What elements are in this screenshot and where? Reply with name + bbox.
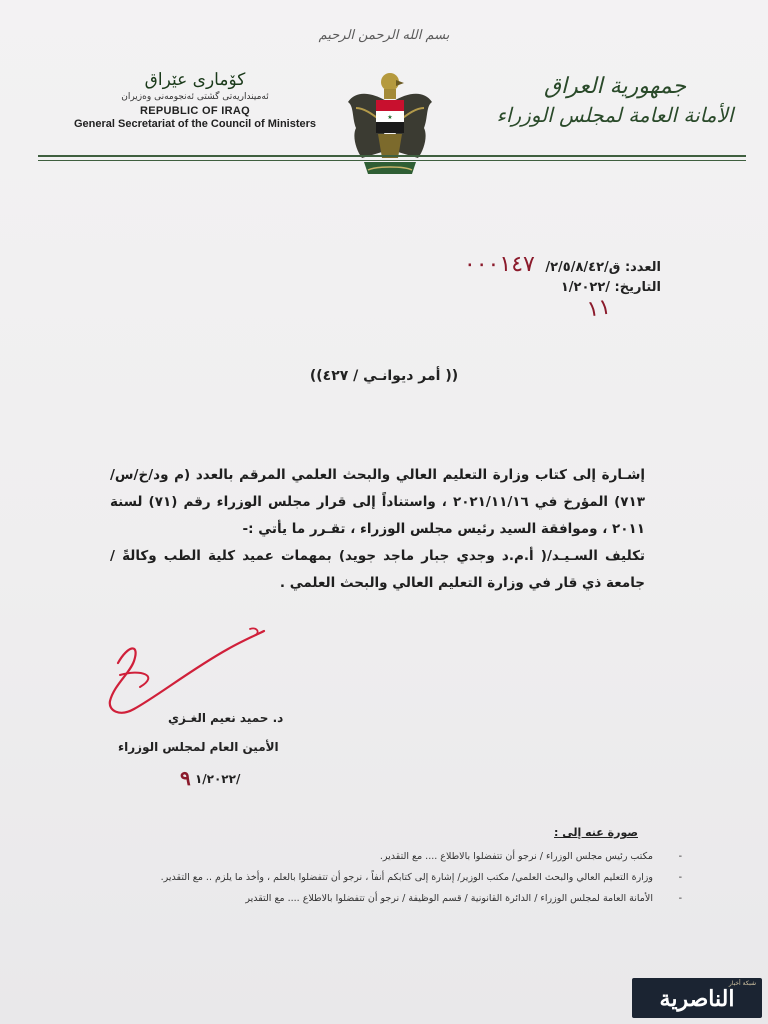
header-divider-thick [38, 155, 746, 157]
handwritten-signature [100, 625, 270, 725]
arabic-title: جمهورية العراق [543, 74, 687, 99]
copies-bullet: - [678, 893, 682, 904]
reference-date-handwritten-day: ١١ [585, 294, 613, 323]
watermark-small-text: شبكة أخبار [728, 980, 756, 987]
watermark-big-text: الناصرية [659, 986, 735, 1012]
reference-date-value: /١/٢٠٢٢ [560, 280, 610, 295]
copies-item-text: وزارة التعليم العالي والبحث العلمي/ مكتب الوزير/ إشارة إلى كتابكم أنفاً ، نرجو أن تتفضلوا بالعلم ، وأخذ ما يلزم .. مع التقدير. [160, 872, 653, 883]
signer-title: الأمين العام لمجلس الوزراء [118, 740, 279, 754]
signature-date-value: /١/٢٠٢٢ [194, 772, 241, 786]
reference-number [464, 252, 661, 277]
copies-bullet: - [678, 851, 682, 862]
reference-number-label: العدد: [624, 260, 661, 275]
copies-item-text: الأمانة العامة لمجلس الوزراء / الدائرة القانونية / قسم الوظيفة / نرجو أن تتفضلوا بالاطلاع .... مع التقدير [245, 893, 653, 904]
arabic-subtitle: الأمانة العامة لمجلس الوزراء [496, 103, 734, 127]
copies-item-text: مكتب رئيس مجلس الوزراء / نرجو أن تتفضلوا بالاطلاع .... مع التقدير. [379, 851, 653, 862]
kurdish-title: كۆماری عێراق [144, 70, 246, 90]
reference-number-value: ق/٢/٥/٨/٤٢/ [545, 260, 621, 275]
body-paragraph-reference: إشـارة إلى كتاب وزارة التعليم العالي والبحث العلمي المرقم بالعدد (م ود/خ/س/٧١٣) المؤرخ في ٢٠٢١/١١/١٦ ، واستناداً إلى قرار مجلس الوزراء رقم (٧١) لسنة ٢٠١١ ، وموافقة السيد رئيس مجلس الوزراء ، تقـرر ما يأتي :- [110, 467, 645, 537]
header-divider-thin [38, 160, 746, 161]
svg-text:★: ★ [387, 114, 393, 121]
reference-date-label: التاريخ: [614, 280, 661, 295]
english-title: REPUBLIC OF IRAQ [140, 105, 250, 117]
order-title: (( أمر ديوانـي / ٤٢٧)) [309, 368, 459, 384]
copies-list [62, 846, 682, 909]
copies-title: صورة عنه إلى : [554, 826, 638, 839]
reference-date [561, 280, 661, 295]
news-watermark-logo [632, 978, 762, 1018]
copies-list-item [62, 867, 682, 888]
letterhead-right [490, 74, 740, 127]
signature-date [180, 766, 240, 790]
signature-date-handwritten-day: ٩ [180, 766, 191, 790]
body-paragraph-assignment: تكليف السـيـد/( أ.م.د وجدي جبار ماجد جويد) بمهمات عميد كلية الطب وكالةً / جامعة ذي قار في وزارة التعليم العالي والبحث العلمي . [110, 548, 645, 591]
basmala: بسم الله الرحمن الرحيم [318, 28, 450, 43]
order-body [110, 462, 645, 597]
copies-bullet: - [678, 872, 682, 883]
reference-number-handwritten: ٠٠٠١٤٧ [463, 252, 535, 277]
kurdish-subtitle: ئەمینداریەتی گشتی ئەنجومەنی وەزیران [121, 92, 269, 102]
copies-list-item [62, 888, 682, 909]
english-subtitle: General Secretariat of the Council of Ministers [73, 118, 317, 130]
iraq-eagle-emblem [342, 62, 438, 188]
signer-name: د. حميد نعيم الغـزي [168, 711, 284, 725]
copies-list-item [62, 846, 682, 867]
letterhead-left [60, 70, 330, 130]
